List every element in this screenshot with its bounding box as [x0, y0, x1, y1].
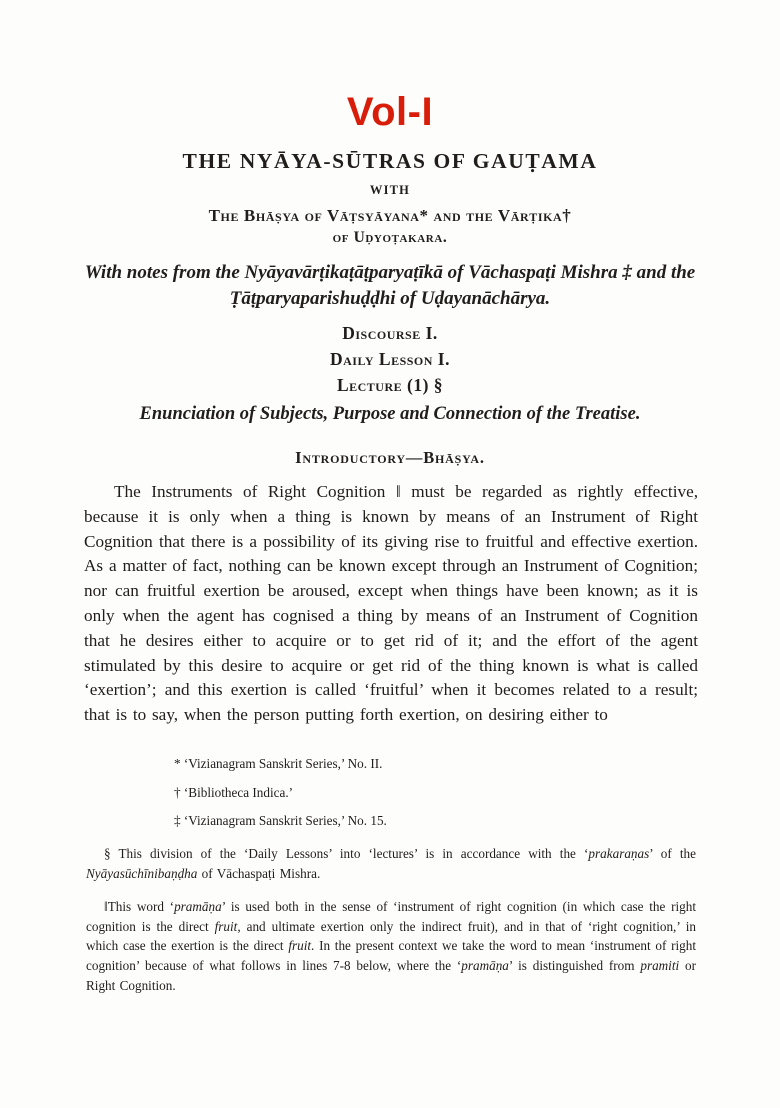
footnote-italic-term: Nyāyasūchīnibaṇḍha [86, 866, 198, 882]
bhashya-authors-line: The Bhāṣya of Vāṭsyāyana* and the Vārṭika† [208, 206, 572, 225]
footnote-italic-term: pramāṇa [461, 958, 509, 974]
footnote-text: ’ of the [649, 846, 697, 862]
footnote-italic-term: prakaraṇas [588, 846, 650, 862]
footnote-text: ’ is used both in the sense of ‘instrument of right cognition (in which case the right cognition is the direct [86, 898, 696, 934]
footnote [86, 844, 696, 884]
with-label: WITH [369, 183, 411, 197]
body-paragraph: The Instruments of Right Cognition ‖ must be regarded as rightly effective, because it is only when a thing is known by means of an Instrument of Right Cognition that there is a possibility of its giving rise to fruitful and effective exertion. As a matter of fact, nothing can be known except through an Instrument of Cognition; nor can fruitful exertion be aroused, except when things have been known; as it is only when the agent has cognised a thing by means of an Instrument of Cognition that he desires either to acquire or to get rid of it; and the effort of the agent stimulated by this desire to acquire or get rid of the thing known is what is called ‘exertion’; and this exertion is called ‘fruitful’ when it becomes related to a result; that is to say, when the person putting forth exertion, on desiring either to [84, 482, 698, 725]
daily-lesson-heading: Daily Lesson I. [329, 349, 450, 370]
footnote-italic-term: pramāṇa [174, 898, 222, 914]
footnote-text: or Right Cognition. [86, 958, 696, 993]
footnote-italic-term: pramiti [640, 958, 680, 974]
footnote-text: * ‘Vizianagram Sanskrit Series,’ No. II. [174, 755, 383, 771]
footnote-text: ‡ ‘Vizianagram Sanskrit Series,’ No. 15. [174, 813, 387, 829]
footnotes [86, 754, 696, 996]
section-heading: Introductory—Bhāṣya. [295, 448, 485, 468]
footnote [174, 783, 696, 803]
footnote-text: ‖This word ‘ [104, 898, 175, 914]
discourse-heading: Discourse I. [342, 323, 438, 344]
editor-notes-line: With notes from the Nyāyavārṭikaṭāṭparyaṭīkā of Vāchaspaṭi Mishra ‡ and the Ṭāṭparyaparishuḍḍhi of Uḍayanāchārya. [84, 262, 696, 309]
footnote [86, 897, 696, 996]
footnote-text: , and ultimate exertion only the indirect fruit), and in that of ‘right cognition,’ in which case the exertion is the direct [86, 918, 696, 954]
lecture-subtitle: Enunciation of Subjects, Purpose and Connection of the Treatise. [139, 404, 641, 425]
udyotakara-line: of Uḍyoṭakara. [332, 229, 448, 246]
footnote-text: † ‘Bibliotheca Indica.’ [174, 784, 294, 800]
footnote-italic-term: fruit [214, 918, 238, 934]
footnote-text: . In the present context we take the word to mean ‘instrument of right cognition’ because of what follows in lines 7-8 below, where the ‘ [86, 938, 696, 974]
footnote-text: of Vāchaspaṭi Mishra. [197, 866, 321, 882]
footnote [174, 754, 696, 774]
footnote-italic-term: fruit [288, 938, 312, 954]
volume-label: Vol-I [346, 90, 434, 134]
footnote [174, 811, 696, 831]
footnote-text: ’ is distinguished from [508, 958, 641, 974]
footnote-text: § This division of the ‘Daily Lessons’ into ‘lectures’ is in accordance with the ‘ [104, 846, 589, 862]
lecture-heading: Lecture (1) § [336, 375, 444, 396]
page-title: THE NYĀYA-SŪTRAS OF GAUṬAMA [182, 149, 598, 173]
